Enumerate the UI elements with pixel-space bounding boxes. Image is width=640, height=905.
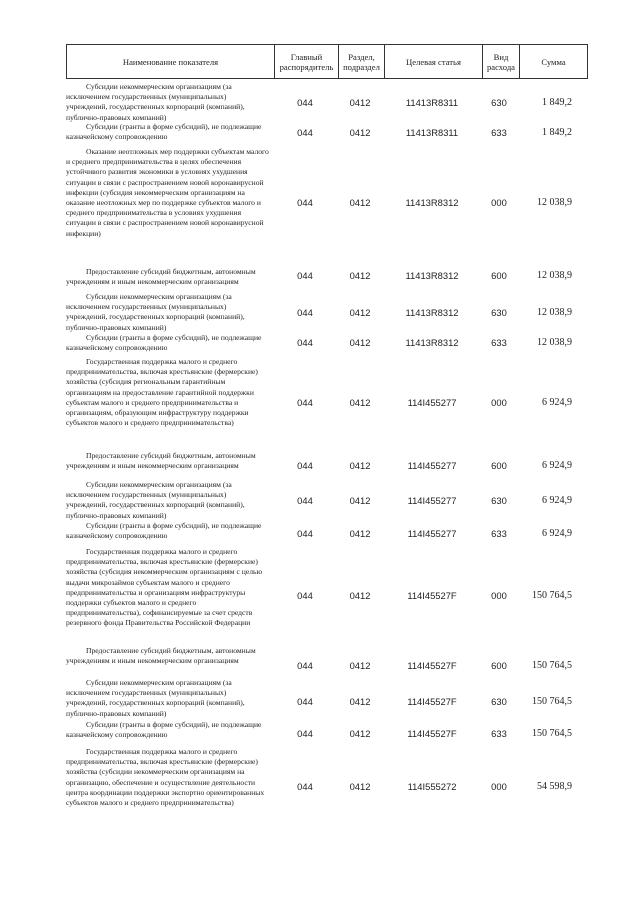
row-expense-type: 600	[491, 660, 507, 671]
row-sum: 12 038,9	[537, 197, 572, 208]
row-sum: 6 924,9	[542, 495, 572, 506]
row-name: Субсидии (гранты в форме субсидий), не подлежащие казначейскому сопровождению	[66, 521, 262, 541]
row-name: Субсидии некоммерческим организациям (за исключением государственных (муниципальных) учреждений, государственных корпораций (компаний), публично-правовых компаний)	[66, 82, 245, 122]
row-main-manager: 044	[297, 781, 313, 792]
row-target-article: 114I45527F	[407, 728, 457, 739]
row-main-manager: 044	[297, 528, 313, 539]
row-main-manager: 044	[297, 696, 313, 707]
row-section: 0412	[349, 460, 371, 471]
row-main-manager: 044	[297, 495, 313, 506]
header-main-manager: Главный распорядитель	[275, 45, 339, 78]
row-target-article: 11413R8312	[405, 307, 459, 318]
row-expense-type: 000	[491, 197, 507, 208]
row-section: 0412	[349, 337, 371, 348]
row-expense-type: 630	[491, 696, 507, 707]
row-target-article: 114I455277	[407, 528, 457, 539]
row-section: 0412	[349, 197, 371, 208]
row-sum: 150 764,5	[532, 660, 572, 671]
row-name: Предоставление субсидий бюджетным, автономным учреждениям и иным некоммерческим организациям	[66, 646, 256, 666]
row-main-manager: 044	[297, 660, 313, 671]
row-expense-type: 000	[491, 590, 507, 601]
row-main-manager: 044	[297, 397, 313, 408]
row-target-article: 114I455277	[407, 460, 457, 471]
row-expense-type: 600	[491, 460, 507, 471]
row-sum: 150 764,5	[532, 696, 572, 707]
row-expense-type: 633	[491, 337, 507, 348]
row-target-article: 114I455277	[407, 495, 457, 506]
row-target-article: 11413R8311	[405, 127, 459, 138]
row-name: Предоставление субсидий бюджетным, автономным учреждениям и иным некоммерческим организациям	[66, 451, 256, 471]
row-name: Государственная поддержка малого и среднего предпринимательства, включая крестьянские (фермерские) хозяйства (субсидия региональным гарантийным организациям на предоставление гарантийной поддержки субъектам малого и среднего предпринимательства и организациям, образующим инфраструктуру поддержки субъектов малого и среднего предпринимательства)	[66, 357, 258, 428]
table-header	[66, 44, 588, 79]
row-expense-type: 633	[491, 528, 507, 539]
row-name: Предоставление субсидий бюджетным, автономным учреждениям и иным некоммерческим организациям	[66, 267, 256, 287]
row-section: 0412	[349, 97, 371, 108]
row-main-manager: 044	[297, 127, 313, 138]
row-sum: 6 924,9	[542, 528, 572, 539]
row-target-article: 11413R8312	[405, 337, 459, 348]
row-target-article: 114I555272	[407, 781, 457, 792]
row-target-article: 114I45527F	[407, 590, 457, 601]
row-sum: 12 038,9	[537, 307, 572, 318]
row-sum: 150 764,5	[532, 728, 572, 739]
row-name: Субсидии некоммерческим организациям (за исключением государственных (муниципальных) учреждений, государственных корпораций (компаний), публично-правовых компаний)	[66, 480, 245, 520]
row-expense-type: 000	[491, 397, 507, 408]
row-name: Государственная поддержка малого и среднего предпринимательства, включая крестьянские (фермерские) хозяйства (субсидия некоммерческим организациям с целью выдачи микрозаймов субъектам малого и среднего предпринимательства и организациям инфраструктуры поддержки субъектов малого и среднего предпринимательства), софинансируемые за счет средств резервного фонда Правительства Российской Федерации	[66, 547, 263, 628]
row-target-article: 11413R8311	[405, 97, 459, 108]
row-expense-type: 633	[491, 127, 507, 138]
row-target-article: 114I45527F	[407, 696, 457, 707]
row-name: Субсидии (гранты в форме субсидий), не подлежащие казначейскому сопровождению	[66, 720, 262, 740]
row-target-article: 11413R8312	[405, 270, 459, 281]
row-main-manager: 044	[297, 270, 313, 281]
row-expense-type: 633	[491, 728, 507, 739]
row-main-manager: 044	[297, 590, 313, 601]
row-section: 0412	[349, 127, 371, 138]
row-main-manager: 044	[297, 337, 313, 348]
row-section: 0412	[349, 660, 371, 671]
row-target-article: 114I455277	[407, 397, 457, 408]
header-target-article: Целевая статья	[385, 45, 483, 78]
header-section: Раздел, подраздел	[339, 45, 385, 78]
row-target-article: 114I45527F	[407, 660, 457, 671]
row-sum: 6 924,9	[542, 460, 572, 471]
row-name: Оказание неотложных мер поддержки субъектам малого и среднего предпринимательства в целях обеспечения устойчивого развития экономики в условиях ухудшения ситуации в связи с распространением новой коронавирусной инфекции (субсидия некоммерческим организациям на оказание неотложных мер по поддержке субъектов малого и среднего предпринимательства в условиях ухудшения ситуации в связи с распространением новой коронавирусной инфекции)	[66, 147, 269, 238]
row-name: Субсидии (гранты в форме субсидий), не подлежащие казначейскому сопровождению	[66, 333, 262, 353]
row-section: 0412	[349, 397, 371, 408]
row-main-manager: 044	[297, 197, 313, 208]
header-expense-type: Вид расхода	[483, 45, 520, 78]
row-section: 0412	[349, 528, 371, 539]
header-name: Наименование показателя	[67, 45, 275, 78]
row-section: 0412	[349, 728, 371, 739]
row-name: Субсидии некоммерческим организациям (за исключением государственных (муниципальных) учреждений, государственных корпораций (компаний), публично-правовых компаний)	[66, 292, 245, 332]
row-main-manager: 044	[297, 460, 313, 471]
header-sum: Сумма	[541, 56, 566, 67]
row-sum: 1 849,2	[542, 97, 572, 108]
row-section: 0412	[349, 495, 371, 506]
row-target-article: 11413R8312	[405, 197, 459, 208]
row-sum: 1 849,2	[542, 127, 572, 138]
row-sum: 150 764,5	[532, 590, 572, 601]
row-name: Государственная поддержка малого и среднего предпринимательства, включая крестьянские (фермерские) хозяйства (субсидии некоммерческим организациям на организацию, обеспечение и осуществление деятельности центра координации поддержки экспортно ориентированных субъектов малого и среднего предпринимательства)	[66, 747, 265, 808]
row-expense-type: 600	[491, 270, 507, 281]
row-sum: 6 924,9	[542, 397, 572, 408]
row-section: 0412	[349, 696, 371, 707]
row-main-manager: 044	[297, 728, 313, 739]
row-sum: 12 038,9	[537, 270, 572, 281]
row-main-manager: 044	[297, 307, 313, 318]
row-section: 0412	[349, 307, 371, 318]
row-section: 0412	[349, 590, 371, 601]
row-main-manager: 044	[297, 97, 313, 108]
row-expense-type: 630	[491, 495, 507, 506]
row-section: 0412	[349, 270, 371, 281]
row-section: 0412	[349, 781, 371, 792]
row-name: Субсидии (гранты в форме субсидий), не подлежащие казначейскому сопровождению	[66, 122, 262, 142]
row-sum: 12 038,9	[537, 337, 572, 348]
row-name: Субсидии некоммерческим организациям (за исключением государственных (муниципальных) учреждений, государственных корпораций (компаний), публично-правовых компаний)	[66, 678, 245, 718]
row-sum: 54 598,9	[537, 781, 572, 792]
row-expense-type: 630	[491, 97, 507, 108]
row-expense-type: 000	[491, 781, 507, 792]
row-expense-type: 630	[491, 307, 507, 318]
